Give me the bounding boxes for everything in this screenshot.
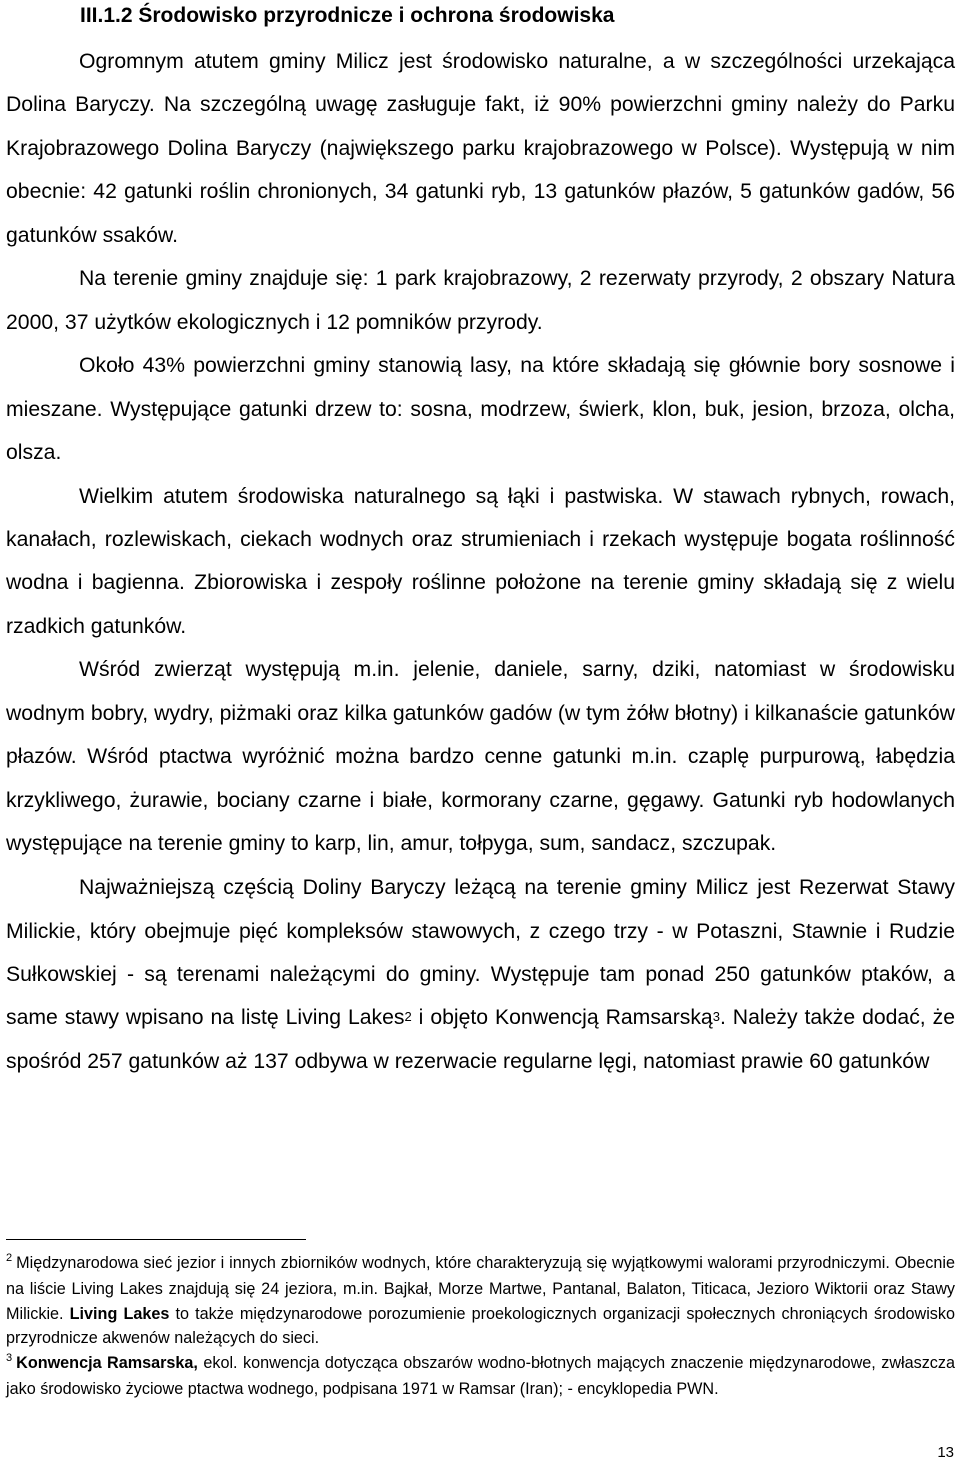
footnote-reference-2[interactable]: 2: [404, 1009, 412, 1025]
page-number: 13: [937, 1444, 954, 1461]
footnote-3-bold-term: Konwencja Ramsarska,: [16, 1353, 198, 1372]
footnote-2-bold-term: Living Lakes: [69, 1304, 170, 1323]
footnote-3: [6, 1351, 955, 1402]
footnote-separator: [6, 1239, 306, 1240]
reserve-text-part-1: Najważniejszą częścią Doliny Baryczy leżącą na terenie gminy Milicz jest Rezerwat Stawy Milickie, który obejmuje pięć kompleksów stawowych, z czego trzy - w Potaszni, Stawnie i Rudzie Sułkowskiej - są terenami należącymi do gminy. Występuje tam ponad 250 gatunków ptaków, a same stawy wpisano na listę Living Lakes: [6, 876, 955, 1030]
reserve-text-part-3: . Należy także dodać, że spośród 257 gatunków aż 137 odbywa w rezerwacie regularne lęgi, natomiast prawie 60 gatunków: [6, 1006, 955, 1073]
footnote-3-mark: 3: [6, 1351, 13, 1364]
footnote-reference-3[interactable]: 3: [712, 1009, 720, 1025]
footnote-2-mark: 2: [6, 1252, 13, 1264]
paragraph-reserve: [6, 866, 955, 1083]
paragraph-protected-areas: Na terenie gminy znajduje się: 1 park krajobrazowy, 2 rezerwaty przyrody, 2 obszary Natura 2000, 37 użytków ekologicznych i 12 pomników przyrody.: [6, 267, 955, 334]
footnote-2: [6, 1251, 955, 1351]
paragraph-forests: Około 43% powierzchni gminy stanowią lasy, na które składają się głównie bory sosnowe i mieszane. Występujące gatunki drzew to: sosna, modrzew, świerk, klon, buk, jesion, brzoza, olcha, olsza.: [6, 354, 955, 465]
reserve-text-part-2: i objęto Konwencją Ramsarską: [411, 1006, 713, 1030]
footnotes: [6, 1251, 955, 1401]
section-heading: III.1.2 Środowisko przyrodnicze i ochrona środowiska: [80, 4, 615, 27]
paragraph-natural-environment: Ogromnym atutem gminy Milicz jest środowisko naturalne, a w szczególności urzekająca Dolina Baryczy. Na szczególną uwagę zasługuje fakt, iż 90% powierzchni gminy należy do Parku Krajobrazowego Dolina Baryczy (największego parku krajobrazowego w Polsce). Występują w nim obecnie: 42 gatunki roślin chronionych, 34 gatunki ryb, 13 gatunków płazów, 5 gatunków gadów, 56 gatunków ssaków.: [6, 50, 955, 247]
paragraph-fauna: Wśród zwierząt występują m.in. jelenie, daniele, sarny, dziki, natomiast w środowisku wodnym bobry, wydry, piżmaki oraz kilka gatunków gadów (w tym żółw błotny) i kilkanaście gatunków płazów. Wśród ptactwa wyróżnić można bardzo cenne gatunki m.in. czaplę purpurową, łabędzia krzykliwego, żurawie, bociany czarne i białe, kormorany czarne, gęgawy. Gatunki ryb hodowlanych występujące na terenie gminy to karp, lin, amur, tołpyga, sum, sandacz, szczupak.: [6, 658, 955, 856]
paragraph-meadows-waters: Wielkim atutem środowiska naturalnego są łąki i pastwiska. W stawach rybnych, rowach, kanałach, rozlewiskach, ciekach wodnych oraz strumieniach i rzekach występuje bogata roślinność wodna i bagienna. Zbiorowiska i zespoły roślinne położone na terenie gminy składają się z wielu rzadkich gatunków.: [6, 484, 955, 638]
footnote-3-text: ekol. konwencja dotycząca obszarów wodno-błotnych mających znaczenie międzynarodowe, zwłaszcza jako środowisko życiowe ptactwa wodnego, podpisana 1971 w Ramsar (Iran); - encyklopedia PWN.: [6, 1353, 955, 1399]
footnote-2-text-b: to także międzynarodowe porozumienie proekologicznych organizacji społecznych chroniących środowisko przyrodnicze akwenów należących do sieci.: [6, 1304, 955, 1348]
footnote-2-text-a: Międzynarodowa sieć jezior i innych zbiorników wodnych, które charakteryzują się wyjątkowymi walorami przyrodniczymi. Obecnie na liście Living Lakes znajdują się 24 jeziora, m.in. Bajkał, Morze Martwe, Pantanal, Balaton, Titicaca, Jezioro Wiktorii oraz Stawy Milickie.: [6, 1254, 955, 1323]
body-text: [6, 40, 955, 1083]
